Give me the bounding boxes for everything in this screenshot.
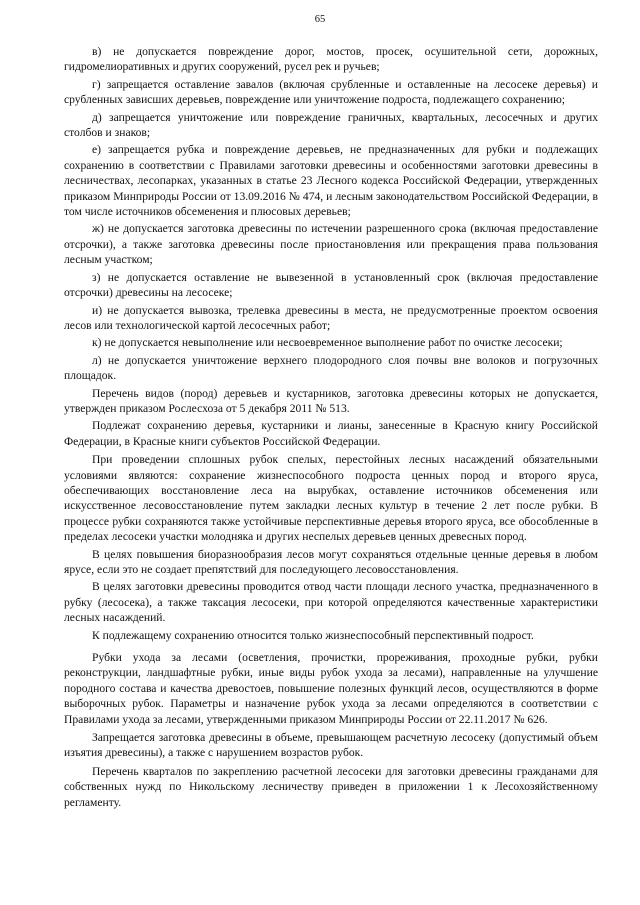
- page-number: 65: [314, 14, 326, 25]
- paragraph-undergrowth: К подлежащему сохранению относится только жизнеспособный перспективный подрост.: [92, 628, 534, 642]
- document-body: [64, 44, 598, 812]
- paragraph-red-book: Подлежат сохранению деревья, кустарники и лианы, занесенные в Красную книгу Российской Федерации, в Красные книги субъектов Российской Федерации.: [64, 419, 598, 448]
- paragraph-z: з) не допускается оставление не вывезенной в установленный срок (включая предоставление отсрочки) древесины на лесосеке;: [64, 270, 598, 300]
- paragraph-volume-limit: Запрещается заготовка древесины в объеме, превышающем расчетную лесосеку (допустимый объем изъятия древесины), а также с нарушением возрастов рубок.: [64, 731, 598, 760]
- paragraph-v: в) не допускается повреждение дорог, мостов, просек, осушительной сети, дорожных, гидромелиоративных и других сооружений, русел рек и ручьев;: [64, 45, 598, 74]
- paragraph-quarters-list: Перечень кварталов по закреплению расчетной лесосеки для заготовки древесины гражданами для собственных нужд по Никольскому лесничеству приведен в приложении 1 к Лесохозяйственному регламенту.: [64, 764, 598, 809]
- paragraph-zh: ж) не допускается заготовка древесины по истечении разрешенного срока (включая предоставление отсрочки), а также заготовка древесины после приостановления или прекращения права пользования лесным участком;: [64, 222, 598, 267]
- paragraph-e: е) запрещается рубка и повреждение деревьев, не предназначенных для рубки и подлежащих сохранению в соответствии с Правилами заготовки древесины и особенностями заготовки древесины в лесничествах, лесопарках, указанных в статье 23 Лесного кодекса Российской Федерации, утвержденных приказом Минприроды России от 13.09.2016 № 474, и лесным законодательством Российской Федерации, в том числе источников обсеменения и плюсовых деревьев;: [64, 143, 598, 219]
- paragraph-g: г) запрещается оставление завалов (включая срубленные и оставленные на лесосеке деревья) и срубленных зависших деревьев, повреждение или уничтожение подроста, подлежащего сохранению;: [64, 77, 598, 107]
- paragraph-allocation: В целях заготовки древесины проводится отвод части площади лесного участка, предназначенного в рубку (лесосека), а также таксация лесосеки, при которой определяются качественные характеристики лесных насаждений.: [64, 580, 598, 625]
- paragraph-clear-cut-conditions: При проведении сплошных рубок спелых, перестойных лесных насаждений обязательными условиями являются: сохранение жизнеспособного подроста ценных пород и второго яруса, обеспечивающих восстановление леса на вырубках, оставление источников обсеменения или искусственное лесовосстановление путем закладки лесных культур в течение 2 лет после рубки. В процессе рубки сохраняются также устойчивые перспективные деревья второго яруса, все обособленные в пределах лесосеки участки молодняка и других неспелых деревьев ценных древесных пород.: [64, 453, 598, 544]
- paragraph-biodiversity: В целях повышения биоразнообразия лесов могут сохраняться отдельные ценные деревья в любом ярусе, если это не создает препятствий для последующего лесовосстановления.: [64, 547, 598, 576]
- paragraph-i: и) не допускается вывозка, трелевка древесины в места, не предусмотренные проектом освоения лесов или технологической картой лесосечных работ;: [64, 303, 598, 332]
- paragraph-thinning: Рубки ухода за лесами (осветления, прочистки, прореживания, проходные рубки, рубки реконструкции, ландшафтные рубки, иные виды рубок ухода за лесами), направленные на улучшение породного состава и качества древостоев, повышение полезных функций лесов, осуществляются в форме выборочных рубок. Параметры и назначение рубок ухода за лесами определяются в соответствии с Правилами ухода за лесами, утвержденными приказом Минприроды России от 22.11.2017 № 626.: [64, 651, 598, 726]
- paragraph-l: л) не допускается уничтожение верхнего плодородного слоя почвы вне волоков и погрузочных площадок.: [64, 353, 598, 383]
- paragraph-prohibited-species: Перечень видов (пород) деревьев и кустарников, заготовка древесины которых не допускается, утвержден приказом Рослесхоза от 5 декабря 2011 № 513.: [64, 386, 598, 415]
- paragraph-d: д) запрещается уничтожение или повреждение граничных, квартальных, лесосечных и других столбов и знаков;: [64, 110, 598, 140]
- paragraph-k: к) не допускается невыполнение или несвоевременное выполнение работ по очистке лесосеки;: [92, 336, 563, 350]
